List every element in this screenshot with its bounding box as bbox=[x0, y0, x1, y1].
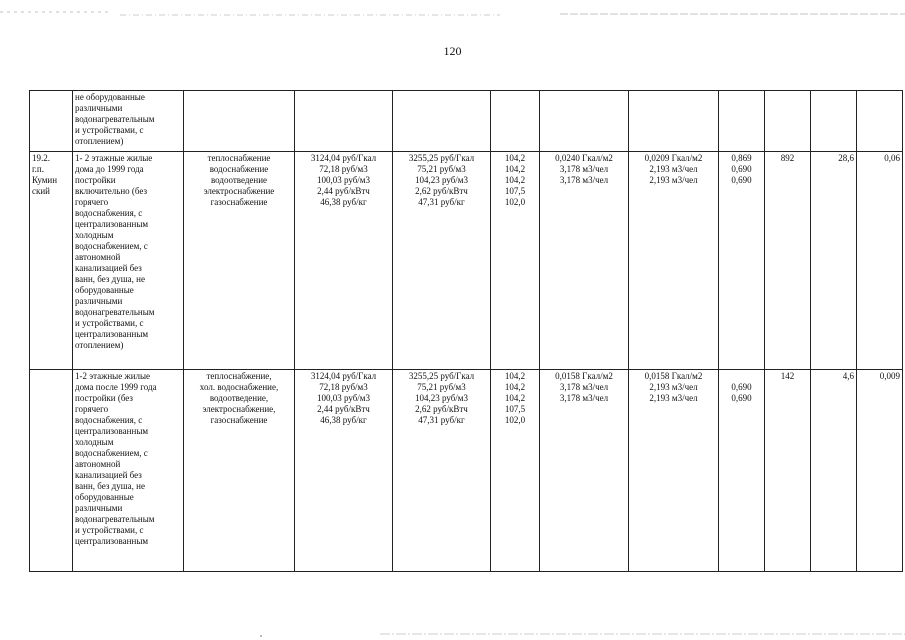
cell-coef: 0,869 0,690 0,690 bbox=[719, 152, 765, 370]
table-row bbox=[30, 370, 903, 572]
scan-noise-bottom bbox=[0, 630, 905, 638]
cell-v3 bbox=[857, 91, 903, 152]
cell-description: 1-2 этажные жилые дома после 1999 года постройки (без горячего водоснабжения, с централизованным холодным водоснабжением, с автономной канализацией без ванн, без душа, не оборудованные различными водонагревательным и устройствами, с централизованным bbox=[73, 370, 184, 572]
cell-norm-2: 0,0209 Гкал/м2 2,193 м3/чел 2,193 м3/чел bbox=[629, 152, 719, 370]
cell-v3: 0,009 bbox=[857, 370, 903, 572]
cell-tariff-2: 3255,25 руб/Гкал 75,21 руб/м3 104,23 руб/м3 2,62 руб/кВтч 47,31 руб/кг bbox=[393, 370, 491, 572]
cell-v1: 142 bbox=[765, 370, 811, 572]
table-row-continuation bbox=[30, 91, 903, 152]
cell-v2 bbox=[811, 91, 857, 152]
cell-norm-2 bbox=[629, 91, 719, 152]
cell-services: теплоснабжение водоснабжение водоотведение электроснабжение газоснабжение bbox=[184, 152, 295, 370]
cell-services bbox=[184, 91, 295, 152]
cell-index bbox=[30, 370, 73, 572]
cell-tariff-1: 3124,04 руб/Гкал 72,18 руб/м3 100,03 руб/м3 2,44 руб/кВтч 46,38 руб/кг bbox=[295, 152, 393, 370]
cell-norm-1: 0,0240 Гкал/м2 3,178 м3/чел 3,178 м3/чел bbox=[540, 152, 629, 370]
cell-coef: 0,690 0,690 bbox=[719, 370, 765, 572]
cell-growth: 104,2 104,2 104,2 107,5 102,0 bbox=[491, 370, 540, 572]
cell-norm-1: 0,0158 Гкал/м2 3,178 м3/чел 3,178 м3/чел bbox=[540, 370, 629, 572]
cell-norm-1 bbox=[540, 91, 629, 152]
cell-v1 bbox=[765, 91, 811, 152]
cell-tariff-2: 3255,25 руб/Гкал 75,21 руб/м3 104,23 руб/м3 2,62 руб/кВтч 47,31 руб/кг bbox=[393, 152, 491, 370]
cell-index: 19.2. г.п. Кумин ский bbox=[30, 152, 73, 370]
cell-tariff-2 bbox=[393, 91, 491, 152]
table-row bbox=[30, 152, 903, 370]
cell-norm-2: 0,0158 Гкал/м2 2,193 м3/чел 2,193 м3/чел bbox=[629, 370, 719, 572]
cell-description: 1- 2 этажные жилые дома до 1999 года постройки включительно (без горячего водоснабжения, с централизованным холодным водоснабжением, с автономной канализацией без ванн, без душа, не оборудованные различными водонагревательным и устройствами, с централизованным отоплением) bbox=[73, 152, 184, 370]
cell-v2: 4,6 bbox=[811, 370, 857, 572]
cell-v1: 892 bbox=[765, 152, 811, 370]
cell-v3: 0,06 bbox=[857, 152, 903, 370]
cell-coef bbox=[719, 91, 765, 152]
cell-v2: 28,6 bbox=[811, 152, 857, 370]
cell-index bbox=[30, 91, 73, 152]
cell-tariff-1 bbox=[295, 91, 393, 152]
cell-growth: 104,2 104,2 104,2 107,5 102,0 bbox=[491, 152, 540, 370]
cell-services: теплоснабжение, хол. водоснабжение, водоотведение, электроснабжение, газоснабжение bbox=[184, 370, 295, 572]
cell-growth bbox=[491, 91, 540, 152]
cell-description: не оборудованные различными водонагревательным и устройствами, с отоплением) bbox=[73, 91, 184, 152]
tariff-table bbox=[29, 90, 903, 572]
page-number: 120 bbox=[443, 44, 462, 58]
scan-noise-top bbox=[0, 10, 905, 18]
cell-tariff-1: 3124,04 руб/Гкал 72,18 руб/м3 100,03 руб/м3 2,44 руб/кВтч 46,38 руб/кг bbox=[295, 370, 393, 572]
